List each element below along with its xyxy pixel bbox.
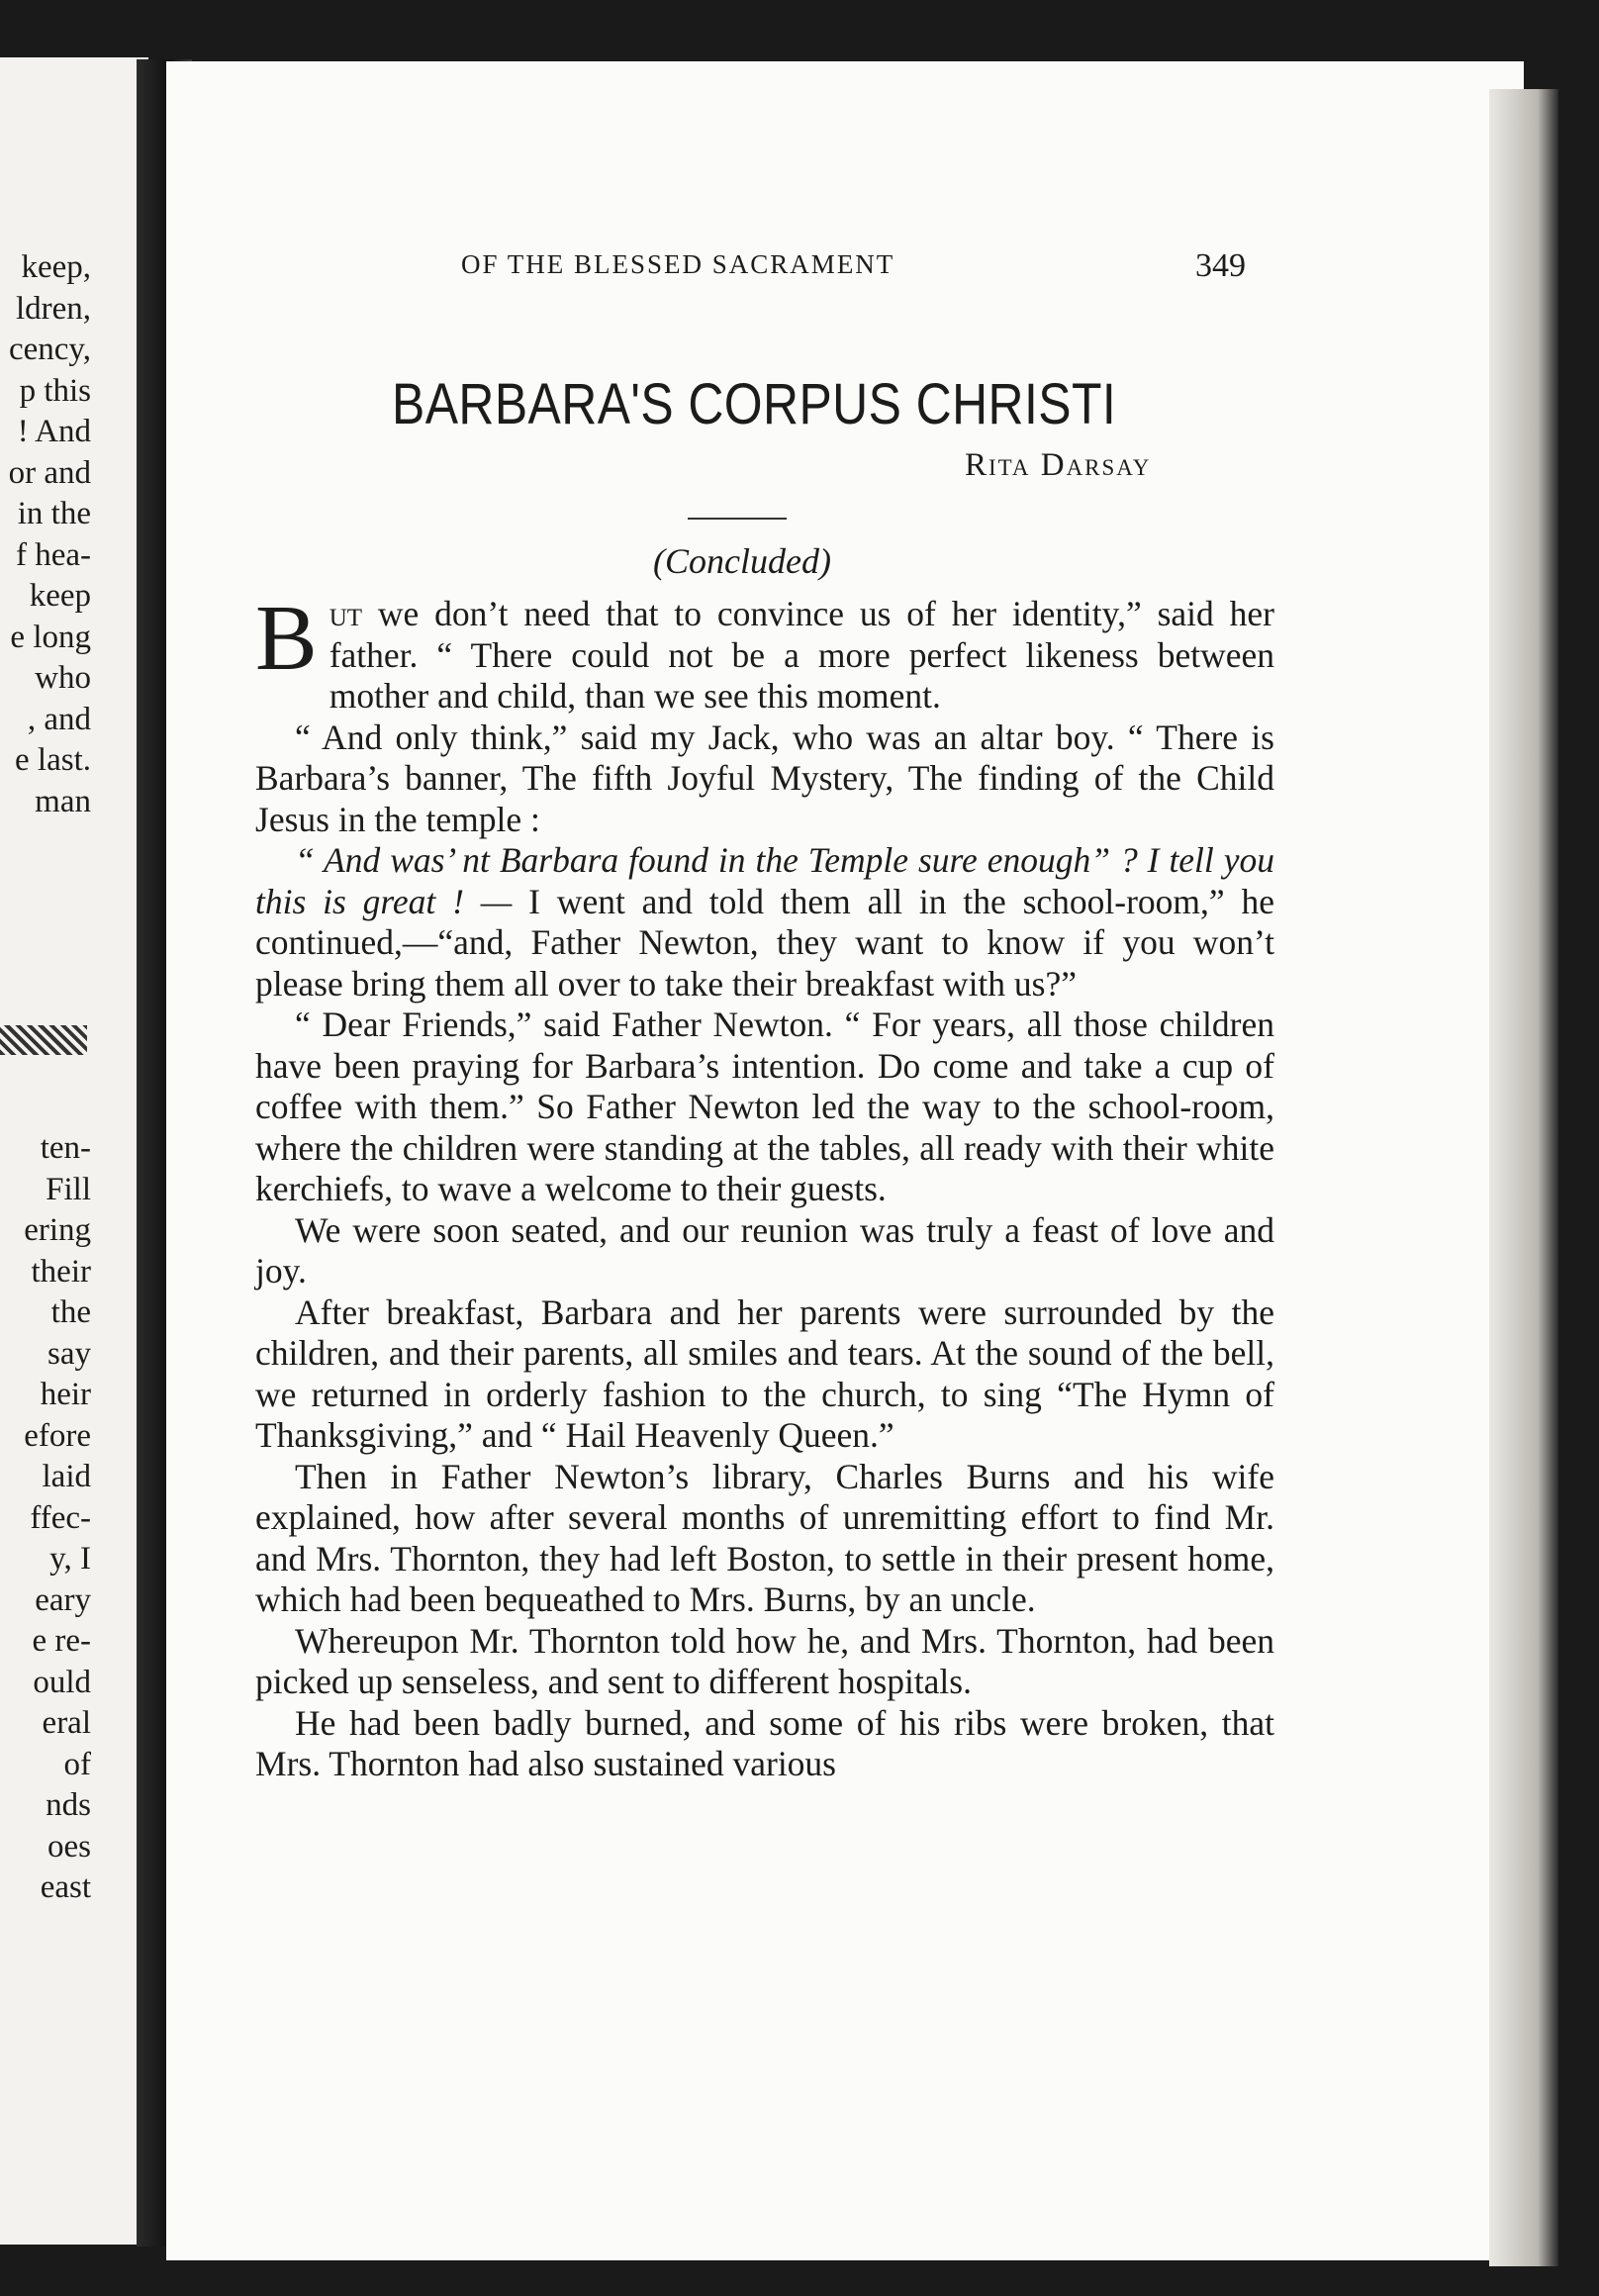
paragraph-6: After breakfast, Barbara and her parents were surrounded by the children, and their parents, all smiles and tears. At the sound of the bell, we returned in orderly fashion to the church, to sing “The Hymn of Thanksgiving,” and “ Hail Heavenly Queen.” — [255, 1292, 1274, 1455]
previous-page-line: their — [31, 1253, 91, 1290]
previous-page-line: f hea- — [15, 536, 91, 573]
concluded-note: (Concluded) — [653, 541, 831, 581]
paragraph-7: Then in Father Newton’s library, Charles Burns and his wife explained, how after several months of unremitting effort to find Mr. and Mrs. Thornton, they had left Boston, to settle in their present home, which had been bequeathed to Mrs. Burns, by an uncle. — [255, 1456, 1274, 1619]
article-author: Rita Darsay — [965, 447, 1152, 483]
previous-page-line: man — [35, 783, 91, 819]
paragraph-1 — [255, 587, 1274, 718]
previous-page-line: Fill — [46, 1171, 91, 1207]
previous-page-line: p this — [19, 372, 91, 409]
previous-page-line: eral — [42, 1705, 91, 1741]
page-edge — [1489, 89, 1558, 2266]
previous-page-line: e long — [10, 619, 91, 655]
previous-page-line: the — [50, 1294, 91, 1330]
previous-page-line: efore — [24, 1417, 91, 1454]
ornament-divider — [0, 1025, 87, 1055]
previous-page — [0, 57, 148, 2245]
previous-page-line: y, I — [49, 1541, 91, 1577]
paragraph-4: “ Dear Friends,” said Father Newton. “ For years, all those children have been praying for Barbara’s intention. Do come and take a cup of coffee with them.” So Father Newton led the way to the school-room, where the children were standing at the tables, all ready with their white kerchiefs, to wave a welcome to their guests. — [255, 1004, 1274, 1208]
previous-page-line: ering — [24, 1212, 91, 1248]
previous-page-line: e last. — [15, 742, 91, 778]
paragraph-3-text: I went and told them all in the school-room,” he continued,—“and, Father Newton, they want to know if you won’t please bring them all over to take their breakfast with us?” — [255, 881, 1274, 1004]
previous-page-line: or and — [8, 454, 91, 491]
previous-page-line: ffec- — [30, 1499, 91, 1536]
previous-page-line: of — [63, 1746, 91, 1782]
paragraph-3 — [255, 840, 1274, 1004]
previous-page-line: oes — [47, 1828, 91, 1865]
title-rule — [688, 518, 787, 520]
previous-page-line: say — [47, 1335, 91, 1372]
previous-page-line: who — [35, 660, 91, 696]
paragraph-1-text: we don’t need that to convince us of her identity,” said her father. “ There could not be a more perfect likeness between mother and child, than we see this moment. — [329, 594, 1274, 716]
previous-page-line: , and — [27, 701, 91, 737]
running-head: OF THE BLESSED SACRAMENT — [461, 249, 895, 279]
previous-page-line: east — [40, 1869, 91, 1905]
paragraph-9: He had been badly burned, and some of his ribs were broken, that Mrs. Thornton had also sustained various — [255, 1702, 1274, 1783]
page-number: 349 — [1195, 247, 1246, 284]
drop-cap: B — [255, 587, 318, 690]
paragraph-1-smallcaps: ut — [329, 594, 363, 633]
previous-page-line: laid — [42, 1459, 91, 1494]
paragraph-3-italic: “ And was’ nt Barbara found in the Temple sure enough” ? I tell you this is great ! — — [255, 840, 1274, 921]
previous-page-line: cency, — [8, 332, 91, 367]
previous-page-line: keep — [29, 578, 91, 614]
previous-page-line: eary — [35, 1581, 91, 1618]
previous-page-line: heir — [40, 1377, 91, 1412]
previous-page-line: in the — [17, 496, 91, 531]
previous-page-line: ould — [33, 1664, 91, 1700]
previous-page-line: nds — [46, 1787, 91, 1823]
paragraph-5: We were soon seated, and our reunion was truly a feast of love and joy. — [255, 1209, 1274, 1291]
paragraph-2: “ And only think,” said my Jack, who was an altar boy. “ There is Barbara’s banner, The fifth Joyful Mystery, The finding of the Child Jesus in the temple : — [255, 717, 1274, 839]
previous-page-line: e re- — [32, 1623, 91, 1659]
previous-page-line: ten- — [40, 1130, 91, 1166]
previous-page-line: keep, — [21, 249, 91, 285]
article-title: BARBARA'S CORPUS CHRISTI — [392, 372, 1117, 436]
previous-page-line: ! And — [17, 414, 91, 449]
article-body — [255, 587, 1274, 1785]
previous-page-line: ldren, — [15, 290, 91, 327]
paragraph-8: Whereupon Mr. Thornton told how he, and Mrs. Thornton, had been picked up senseless, and sent to different hospitals. — [255, 1620, 1274, 1701]
